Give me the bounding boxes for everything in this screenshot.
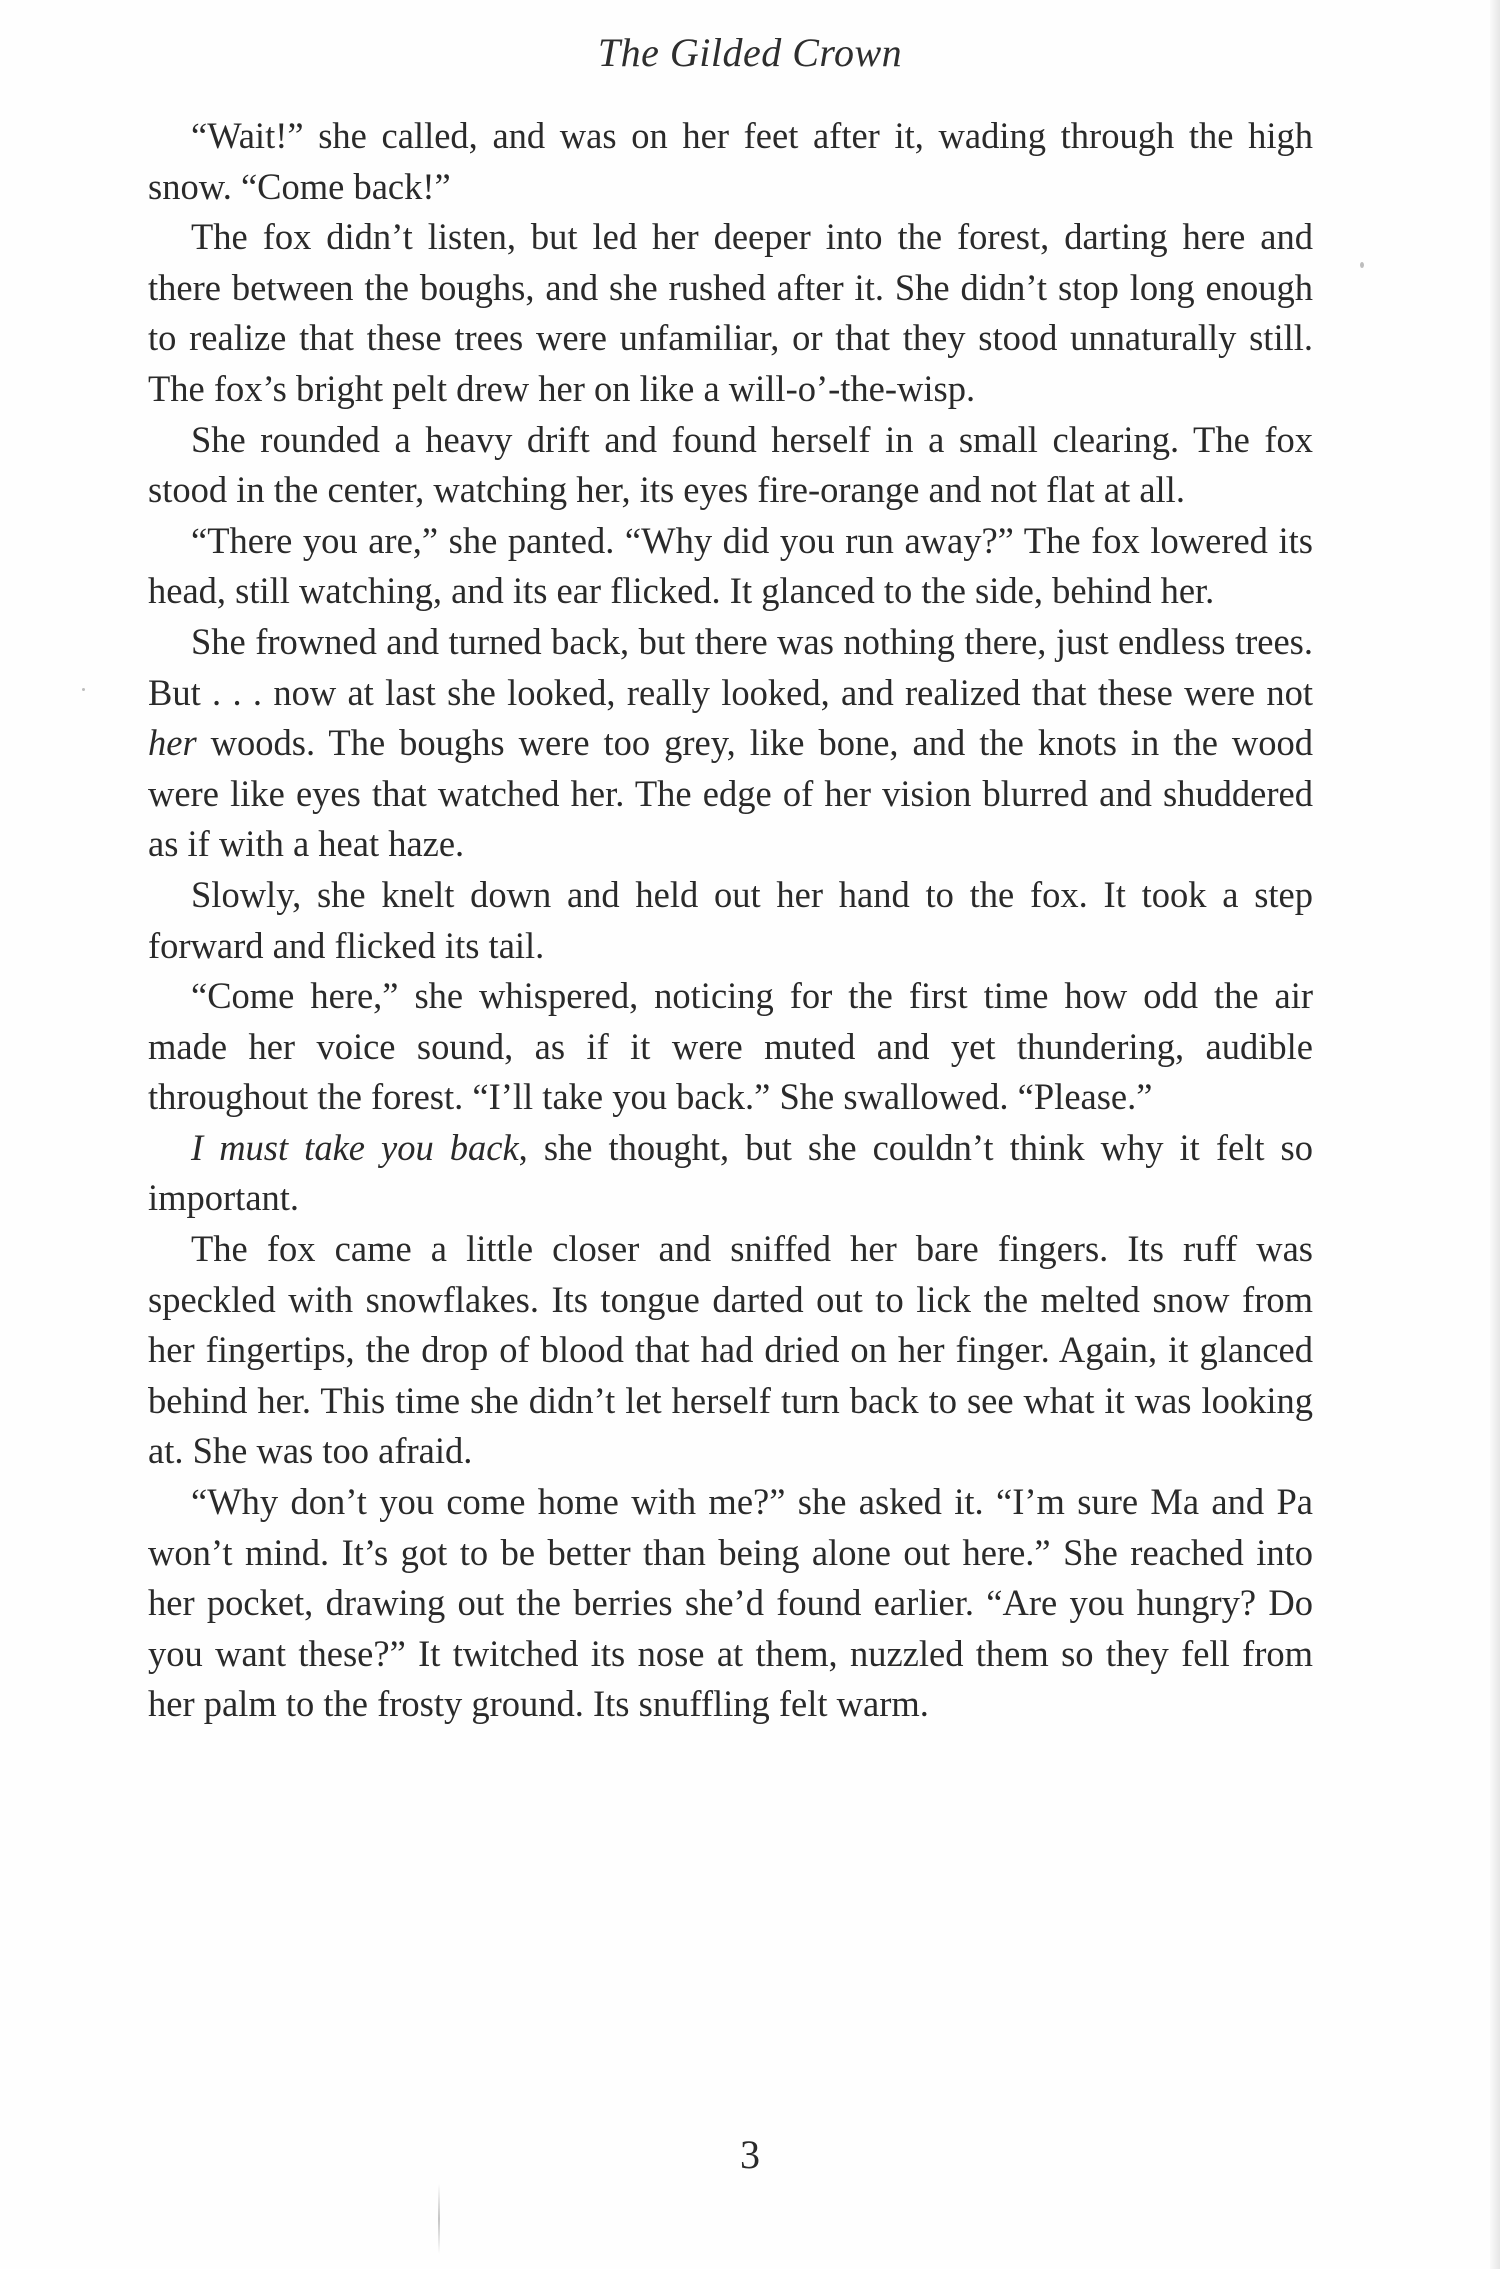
page-edge-shadow (1490, 0, 1500, 2269)
gutter-mark (438, 2184, 440, 2254)
paragraph: The fox didn’t listen, but led her deeper into the forest, darting here and there between the boughs, and she rushed after it. She didn’t stop long enough to realize that these trees were unfamiliar, or that they stood unnaturally still. The fox’s bright pelt drew her on like a will-o’-the-wisp. (148, 216, 1313, 409)
body-text (148, 111, 1313, 1730)
paper-speck (82, 688, 85, 691)
paragraph-text: , she thought, but she couldn’t think why it felt so important. (148, 1126, 1313, 1219)
paragraph: She rounded a heavy drift and found herself in a small clearing. The fox stood in the center, watching her, its eyes fire-orange and not flat at all. (148, 418, 1313, 511)
paragraph: “Wait!” she called, and was on her feet after it, wading through the high snow. “Come back!” (148, 115, 1313, 207)
paragraph: Slowly, she knelt down and held out her hand to the fox. It took a step forward and flicked its tail. (148, 873, 1313, 966)
paragraph: The fox came a little closer and sniffed her bare fingers. Its ruff was speckled with snowflakes. Its tongue darted out to lick the melted snow from her fingertips, the drop of blood that had dried on her finger. Again, it glanced behind her. This time she didn’t let herself turn back to see what it was looking at. She was too afraid. (148, 1228, 1313, 1472)
paragraph: “There you are,” she panted. “Why did you run away?” The fox lowered its head, still watching, and its ear flicked. It glanced to the side, behind her. (148, 519, 1313, 612)
paper-speck (1360, 262, 1364, 268)
emphasized-word: her (148, 722, 197, 764)
paragraph-text: woods. The boughs were too grey, like bone, and the knots in the wood were like eyes that watched her. The edge of her vision blurred and shuddered as if with a heat haze. (148, 722, 1313, 865)
running-head: The Gilded Crown (597, 30, 903, 75)
emphasized-thought: I must take you back (191, 1126, 519, 1168)
paragraph-text: She frowned and turned back, but there was nothing there, just endless trees. But . . . now at last she looked, really looked, and realized that these were not (148, 620, 1313, 713)
paragraph: “Come here,” she whispered, noticing for the first time how odd the air made her voice sound, as if it were muted and yet thundering, audible throughout the forest. “I’ll take you back.” She swallowed. “Please.” (148, 975, 1313, 1118)
paragraph: “Why don’t you come home with me?” she asked it. “I’m sure Ma and Pa won’t mind. It’s got to be better than being alone out here.” She reached into her pocket, drawing out the berries she’d found earlier. “Are you hungry? Do you want these?” It twitched its nose at them, nuzzled them so they fell from her palm to the frosty ground. Its snuffling felt warm. (148, 1481, 1313, 1725)
paragraph (148, 617, 1313, 870)
page-number: 3 (740, 2132, 760, 2177)
paragraph (148, 1123, 1313, 1224)
